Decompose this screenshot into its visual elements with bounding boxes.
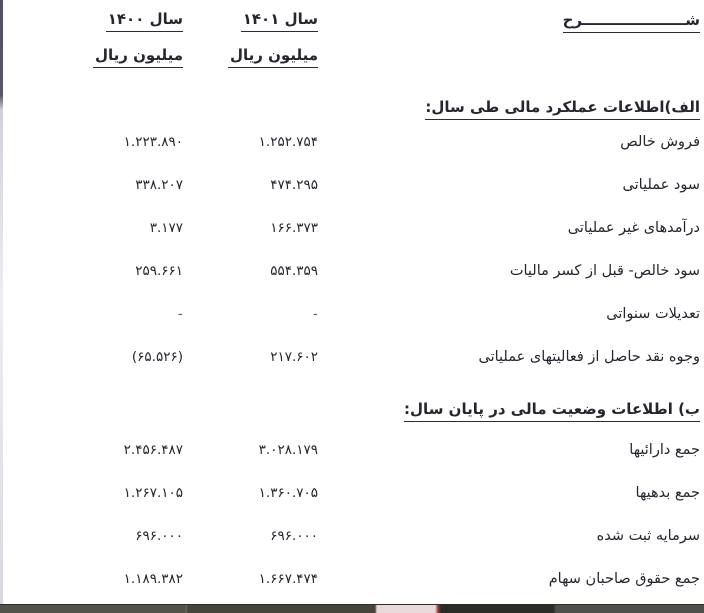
value-1401: ۱.۶۶۷.۴۷۴ bbox=[258, 570, 318, 587]
row-label: سود عملیاتی bbox=[622, 176, 700, 193]
value-1400: ۳۳۸.۲۰۷ bbox=[135, 176, 183, 193]
unit-label-1400: میلیون ریال bbox=[93, 46, 183, 68]
value-1401: ۳.۰۲۸.۱۷۹ bbox=[258, 441, 318, 458]
year-1401-header-cell bbox=[183, 10, 318, 32]
value-1400: ۱.۱۸۹.۳۸۲ bbox=[123, 570, 183, 587]
value-1400: - bbox=[177, 305, 183, 322]
unit-1401-cell bbox=[183, 46, 318, 68]
value-1401: ۶۹۶.۰۰۰ bbox=[270, 527, 318, 544]
table-unit-row bbox=[48, 38, 700, 76]
row-label: جمع حقوق صاحبان سهام bbox=[548, 570, 700, 587]
table-row bbox=[48, 206, 700, 249]
table-section bbox=[48, 398, 700, 600]
table-row bbox=[48, 249, 700, 292]
row-label: سرمایه ثبت شده bbox=[596, 527, 700, 544]
description-column-header: شــــــــــــــــــــرح bbox=[563, 11, 700, 33]
row-label: جمع دارائیها bbox=[629, 441, 700, 458]
table-row bbox=[48, 292, 700, 335]
value-1401: - bbox=[312, 305, 318, 322]
row-label: وجوه نقد حاصل از فعالیتهای عملیاتی bbox=[478, 348, 700, 365]
value-1400: (۶۵.۵۲۶) bbox=[131, 348, 183, 365]
description-column-header-cell bbox=[318, 10, 700, 33]
value-1400: ۳.۱۷۷ bbox=[149, 219, 183, 236]
row-label: درآمدهای غیر عملیاتی bbox=[567, 219, 700, 236]
value-1401: ۵۵۴.۳۵۹ bbox=[270, 262, 318, 279]
value-1401: ۴۷۴.۲۹۵ bbox=[270, 176, 318, 193]
section-rows bbox=[48, 428, 700, 600]
row-label: فروش خالص bbox=[620, 133, 700, 150]
value-1401: ۱.۲۵۲.۷۵۴ bbox=[258, 133, 318, 150]
year-1400-header-cell bbox=[48, 10, 183, 32]
value-1400: ۲.۴۵۶.۴۸۷ bbox=[123, 441, 183, 458]
table-row bbox=[48, 120, 700, 163]
unit-1400-cell bbox=[48, 46, 183, 68]
value-1400: ۱.۲۲۳.۸۹۰ bbox=[123, 133, 183, 150]
table-row bbox=[48, 335, 700, 378]
value-1401: ۱۶۶.۳۷۳ bbox=[270, 219, 318, 236]
section-header-row bbox=[48, 96, 700, 120]
value-1401: ۲۱۷.۶۰۲ bbox=[270, 348, 318, 365]
row-label: تعدیلات سنواتی bbox=[606, 305, 700, 322]
year-1401-header: سال ۱۴۰۱ bbox=[241, 10, 318, 32]
section-header: ب) اطلاعات وضعیت مالی در پایان سال: bbox=[404, 400, 700, 422]
table-body bbox=[48, 96, 700, 600]
table-row bbox=[48, 163, 700, 206]
value-1400: ۲۵۹.۶۶۱ bbox=[135, 262, 183, 279]
section-header-row bbox=[48, 398, 700, 422]
section-rows bbox=[48, 120, 700, 378]
table-row bbox=[48, 514, 700, 557]
table-row bbox=[48, 557, 700, 600]
value-1400: ۱.۲۶۷.۱۰۵ bbox=[123, 484, 183, 501]
section-header: الف)اطلاعات عملکرد مالی طی سال: bbox=[425, 98, 700, 120]
row-label: سود خالص- قبل از کسر مالیات bbox=[509, 262, 700, 279]
scan-artifact-bottom-bar bbox=[0, 604, 704, 613]
year-1400-header: سال ۱۴۰۰ bbox=[106, 10, 183, 32]
table-row bbox=[48, 471, 700, 514]
row-label: جمع بدهیها bbox=[635, 484, 700, 501]
table-row bbox=[48, 428, 700, 471]
unit-label-1401: میلیون ریال bbox=[228, 46, 318, 68]
table-section bbox=[48, 96, 700, 378]
value-1400: ۶۹۶.۰۰۰ bbox=[135, 527, 183, 544]
table-header-row bbox=[48, 10, 700, 38]
value-1401: ۱.۳۶۰.۷۰۵ bbox=[258, 484, 318, 501]
